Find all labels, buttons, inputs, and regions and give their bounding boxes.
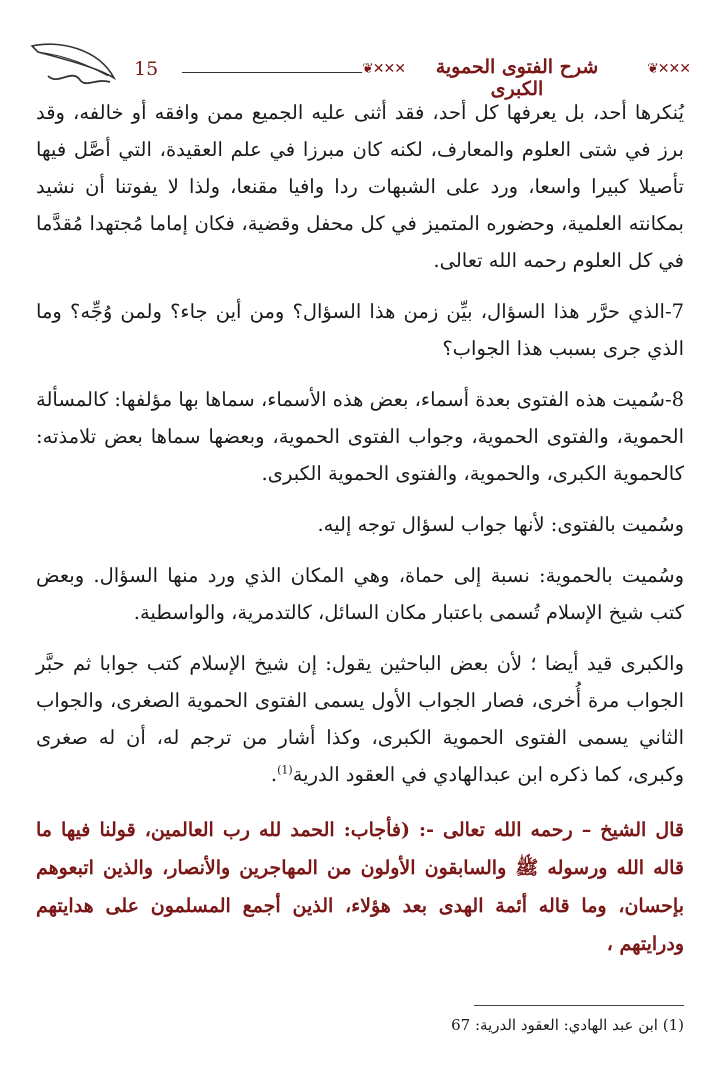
- paragraph-6: [36, 645, 684, 793]
- header-rule: [182, 72, 362, 73]
- ornament-left: ❦✕✕✕: [362, 61, 405, 77]
- paragraph-1: يُنكرها أحد، بل يعرفها كل أحد، فقد أثنى عليه الجميع ممن وافقه أو خالفه، وقد برز في شتى العلوم والمعارف، لكنه كان مبرزا في علم العقيدة، التي أصَّل فيها تأصيلا كبيرا واسعا، ورد على الشبهات ردا وافيا مقنعا، ولذا لا يفوتنا أن نشيد بمكانته العلمية، وحضوره المتميز في كل محفل وقضية، فكان إماما مُجتهدا مُقدَّما في كل العلوم رحمه الله تعالى.: [36, 101, 684, 272]
- quoted-text: قال الشيخ – رحمه الله تعالى -: (فأجاب: الحمد لله رب العالمين، قولنا فيها ما قاله الله ورسوله ﷺ والسابقون الأولون من المهاجرين والأنصار، والذين اتبعوهم بإحسان، وما قاله أئمة الهدى بعد هؤلاء، الذين أجمع المسلمون على هدايتهم ودرايتهم ،: [36, 819, 684, 955]
- ornament-right: ❦✕✕✕: [647, 61, 690, 77]
- paragraph-6-text: والكبرى قيد أيضا ؛ لأن بعض الباحثين يقول: إن شيخ الإسلام كتب جوابا ثم حبَّر الجواب مرة أُخرى، فصار الجواب الأول يسمى الفتوى الحموية الصغرى، والجواب الثاني يسمى الفتوى الحموية الكبرى، وكذا أشار من ترجم له، أن له صغرى وكبرى، كما ذكره ابن عبدالهادي في العقود الدرية: [36, 652, 684, 786]
- page-body: [36, 94, 684, 977]
- book-title: شرح الفتوى الحموية الكبرى: [435, 56, 599, 100]
- footnote: (1) ابن عبد الهادي: العقود الدرية: 67: [451, 1016, 684, 1034]
- quill-pen-icon: [28, 38, 118, 90]
- paragraph-2: 7-الذي حرَّر هذا السؤال، بيِّن زمن هذا السؤال؟ ومن أين جاء؟ ولمن وُجِّه؟ وما الذي جرى بسبب هذا الجواب؟: [36, 300, 684, 360]
- footnote-rule: [474, 1005, 684, 1006]
- footnote-marker: (1): [277, 763, 293, 777]
- paragraph-5: وسُميت بالحموية: نسبة إلى حماة، وهي المكان الذي ورد منها السؤال. وبعض كتب شيخ الإسلام تُسمى باعتبار مكان السائل، كالتدمرية، والواسطية.: [36, 564, 684, 624]
- paragraph-4: وسُميت بالفتوى: لأنها جواب لسؤال توجه إليه.: [317, 513, 684, 536]
- page-number: 15: [134, 58, 159, 80]
- paragraph-6-end: .: [270, 763, 278, 786]
- paragraph-3: 8-سُميت هذه الفتوى بعدة أسماء، بعض هذه الأسماء، سماها بها مؤلفها: كالمسألة الحموية، والفتوى الحموية، وجواب الفتوى الحموية، وبعضها سماها بعض تلامذته: كالحموية الكبرى، والحموية، والفتوى الحموية الكبرى.: [36, 388, 684, 485]
